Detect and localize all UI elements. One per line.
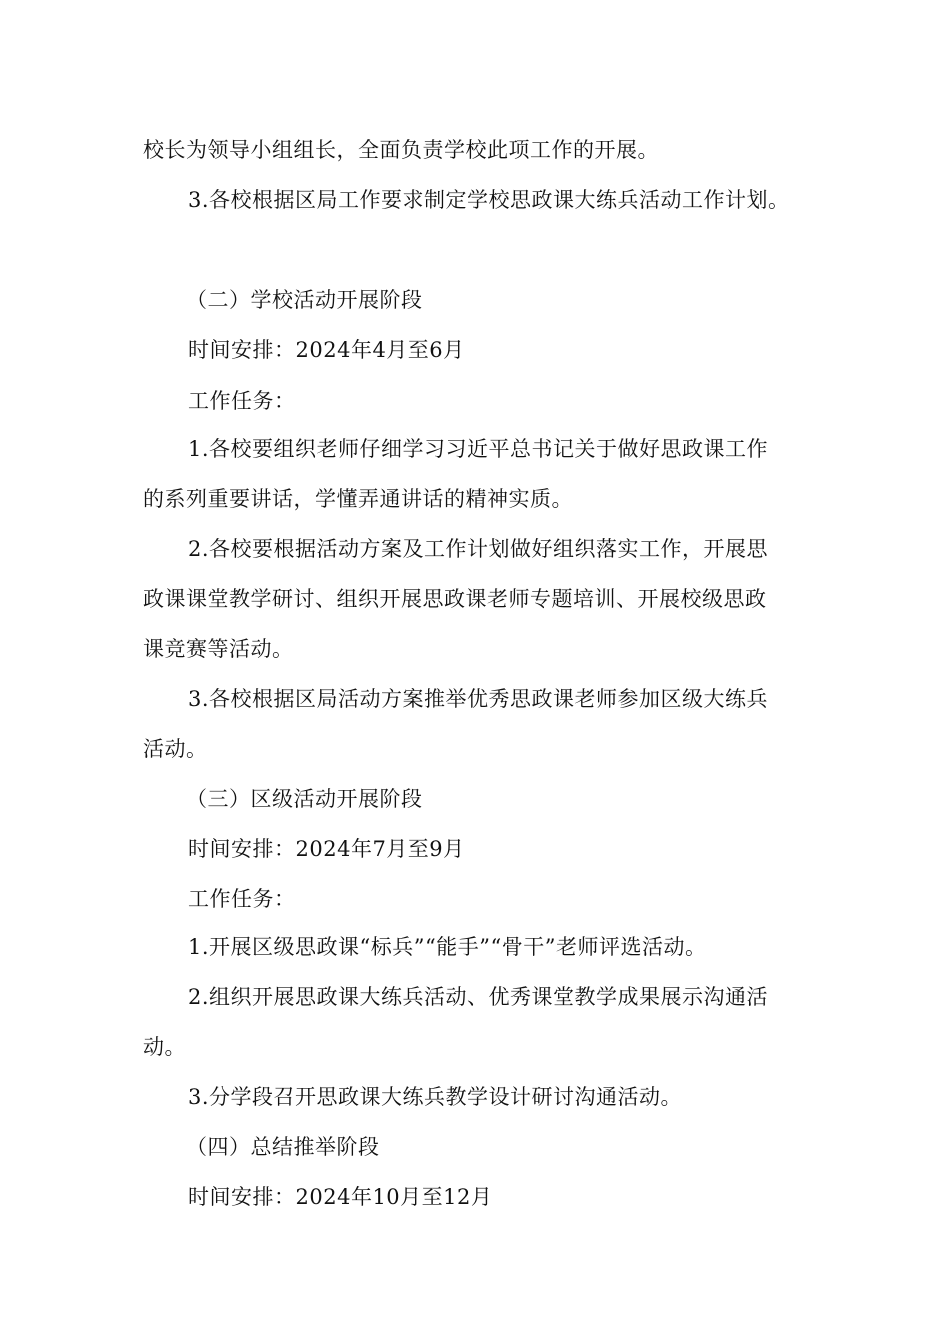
section-heading: （四）总结推举阶段 xyxy=(186,1135,380,1159)
text-line: 活动。 xyxy=(143,737,208,761)
section-heading: （三）区级活动开展阶段 xyxy=(186,787,423,811)
text-line: 2.组织开展思政课大练兵活动、优秀课堂教学成果展示沟通活 xyxy=(188,985,769,1009)
text-line: 动。 xyxy=(143,1035,186,1059)
text-line: 1.各校要组织老师仔细学习习近平总书记关于做好思政课工作 xyxy=(188,437,769,461)
text-line: 校长为领导小组组长，全面负责学校此项工作的开展。 xyxy=(143,138,659,162)
text-line: 2.各校要根据活动方案及工作计划做好组织落实工作，开展思 xyxy=(188,537,769,561)
text-line: 的系列重要讲话，学懂弄通讲话的精神实质。 xyxy=(143,487,573,511)
text-line: 时间安排：2024年10月至12月 xyxy=(188,1185,493,1209)
text-line: 工作任务： xyxy=(188,389,296,413)
text-line: 3.各校根据区局工作要求制定学校思政课大练兵活动工作计划。 xyxy=(188,188,790,212)
text-line: 工作任务： xyxy=(188,887,296,911)
text-line: 3.各校根据区局活动方案推举优秀思政课老师参加区级大练兵 xyxy=(188,687,769,711)
text-line: 政课课堂教学研讨、组织开展思政课老师专题培训、开展校级思政 xyxy=(143,587,767,611)
text-line: 时间安排：2024年7月至9月 xyxy=(188,837,465,861)
text-line: 3.分学段召开思政课大练兵教学设计研讨沟通活动。 xyxy=(188,1085,683,1109)
text-line: 课竞赛等活动。 xyxy=(143,637,294,661)
text-line: 时间安排：2024年4月至6月 xyxy=(188,338,465,362)
text-line: 1.开展区级思政课“标兵”“能手”“骨干”老师评选活动。 xyxy=(188,935,707,959)
section-heading: （二）学校活动开展阶段 xyxy=(186,288,423,312)
